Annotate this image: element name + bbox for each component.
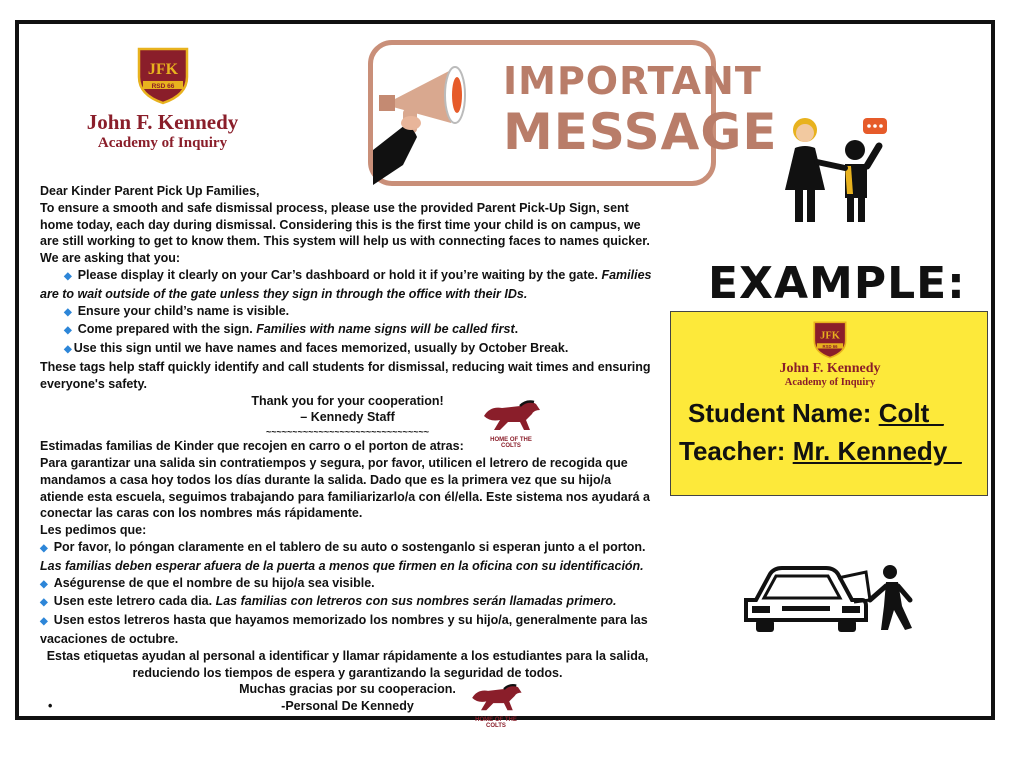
emblem-text: JFK	[147, 61, 178, 78]
letter-en-item-2: ◆ Ensure your child’s name is visible.	[40, 303, 655, 322]
letter-en-item-1: ◆ Please display it clearly on your Car’s dashboard or hold it if you’re waiting by the gate. Families are to wait outside of the gate unless they sign in through the office with their IDs.	[40, 267, 652, 301]
letter-body	[40, 183, 655, 715]
mustang-icon	[480, 398, 542, 432]
banner-line-2: MESSAGE	[503, 103, 778, 161]
letter-es-greeting: Estimadas familias de Kinder que recojen en carro o el porton de atras:	[40, 439, 464, 454]
example-title: EXAMPLE:	[708, 258, 966, 309]
emblem-text: JFK	[820, 330, 840, 342]
letter-en-thanks: Thank you for your cooperation!	[251, 393, 444, 408]
diamond-bullet-icon: ◆	[40, 578, 48, 590]
school-subname: Academy of Inquiry	[97, 135, 228, 151]
banner-line-1: IMPORTANT	[503, 59, 762, 103]
shield-emblem-icon	[813, 320, 847, 360]
mascot-caption: HOME OF THE COLTS	[475, 717, 517, 729]
letter-es-asking: Les pedimos que:	[40, 523, 147, 538]
card-school-subname: Academy of Inquiry	[784, 377, 876, 388]
letter-en-intro: To ensure a smooth and safe dismissal process, please use the provided Parent Pick-Up Sign, sent home today, each day during dismissal. Considering this is the first time your child is on campus, we are still working to get to know them. This system will help us with connecting faces to names quicker.	[40, 200, 650, 249]
emblem-subtext: RSD 66	[822, 343, 838, 349]
letter-es-item-1: ◆ Por favor, lo póngan claramente en el tablero de su auto o sostenganlo si esperan junto a el porton.	[40, 539, 655, 558]
teacher-line: Teacher: Mr. Kennedy_	[679, 436, 962, 466]
letter-en-item-4: ◆ Use this sign until we have names and faces memorized, usually by October Break.	[40, 340, 655, 359]
student-name-line: Student Name: Colt_	[688, 398, 944, 428]
letter-en-closing: These tags help staff quickly identify and call students for dismissal, reducing wait times and ensuring everyone's safety.	[40, 359, 651, 391]
letter-es-signature: -Personal De Kennedy	[281, 699, 414, 714]
card-school-name: John F. Kennedy	[779, 361, 881, 376]
emblem-subtext: RSD 66	[151, 83, 174, 90]
parent-child-icon	[775, 112, 895, 227]
letter-es-intro: Para garantizar una salida sin contratiempos y segura, por favor, utilicen el letrero de recogida que mandamos a casa hoy todos los días durante la salida. Dado que es la primera vez que su hijo/a atiende esta escuela, seguimos trabajando para familiarizarlo/a con él/ella. Este sistema nos ayudará a conectar las caras con los nombres más rápidamente.	[40, 455, 650, 521]
letter-divider: ~~~~~~~~~~~~~~~~~~~~~~~~~~~~~~~	[266, 427, 429, 438]
diamond-bullet-icon: ◆	[40, 542, 48, 554]
important-message-banner	[368, 40, 778, 186]
diamond-bullet-icon: ◆	[64, 306, 72, 318]
letter-es-signature-line	[40, 698, 655, 715]
diamond-bullet-icon: ◆	[40, 616, 48, 628]
mustang-icon	[465, 682, 527, 712]
letter-en-item-3: ◆ Come prepared with the sign. Families with name signs will be called first.	[40, 321, 655, 340]
letter-es-item-3: ◆ Usen este letrero cada dia. Las familias con letreros con sus nombres serán llamadas primero.	[40, 593, 655, 612]
diamond-bullet-icon: ◆	[64, 325, 72, 337]
letter-es-item-1-note: Las familias deben esperar afuera de la puerta a menos que firmen en la oficina con su identificación.	[40, 558, 644, 573]
mascot-logo	[465, 682, 527, 729]
car-pickup-icon	[742, 560, 927, 635]
letter-es-closing: Estas etiquetas ayudan al personal a identificar y llamar rápidamente a los estudiantes para la salida, reduciendo los tiempos de espera y garantizando la seguridad de todos.	[46, 648, 649, 680]
diamond-bullet-icon: ◆	[40, 597, 48, 609]
diamond-bullet-icon: ◆	[64, 270, 72, 282]
letter-es-item-2: ◆ Aségurense de que el nombre de su hijo/a sea visible.	[40, 575, 655, 594]
mascot-caption: HOME OF THE COLTS	[490, 437, 532, 449]
list-bullet: •	[48, 699, 53, 714]
letter-en-greeting: Dear Kinder Parent Pick Up Families,	[40, 184, 260, 198]
shield-emblem-icon	[137, 47, 189, 105]
diamond-bullet-icon: ◆	[64, 344, 72, 356]
letter-en-signature: – Kennedy Staff	[300, 410, 395, 425]
example-pickup-sign	[670, 311, 988, 496]
school-logo	[70, 47, 255, 152]
student-name-value: Colt_	[878, 398, 944, 428]
mascot-logo	[480, 398, 542, 449]
letter-es-thanks: Muchas gracias por su cooperacion.	[239, 682, 456, 697]
letter-en-asking: We are asking that you:	[40, 251, 181, 266]
letter-es-item-4: ◆ Usen estos letreros hasta que hayamos memorizado los nombres y su hijo/a, generalmente para las vacaciones de octubre.	[40, 613, 648, 646]
teacher-value: Mr. Kennedy_	[792, 436, 962, 466]
school-name: John F. Kennedy	[86, 110, 239, 134]
card-school-logo	[761, 320, 899, 388]
megaphone-icon	[373, 45, 503, 185]
